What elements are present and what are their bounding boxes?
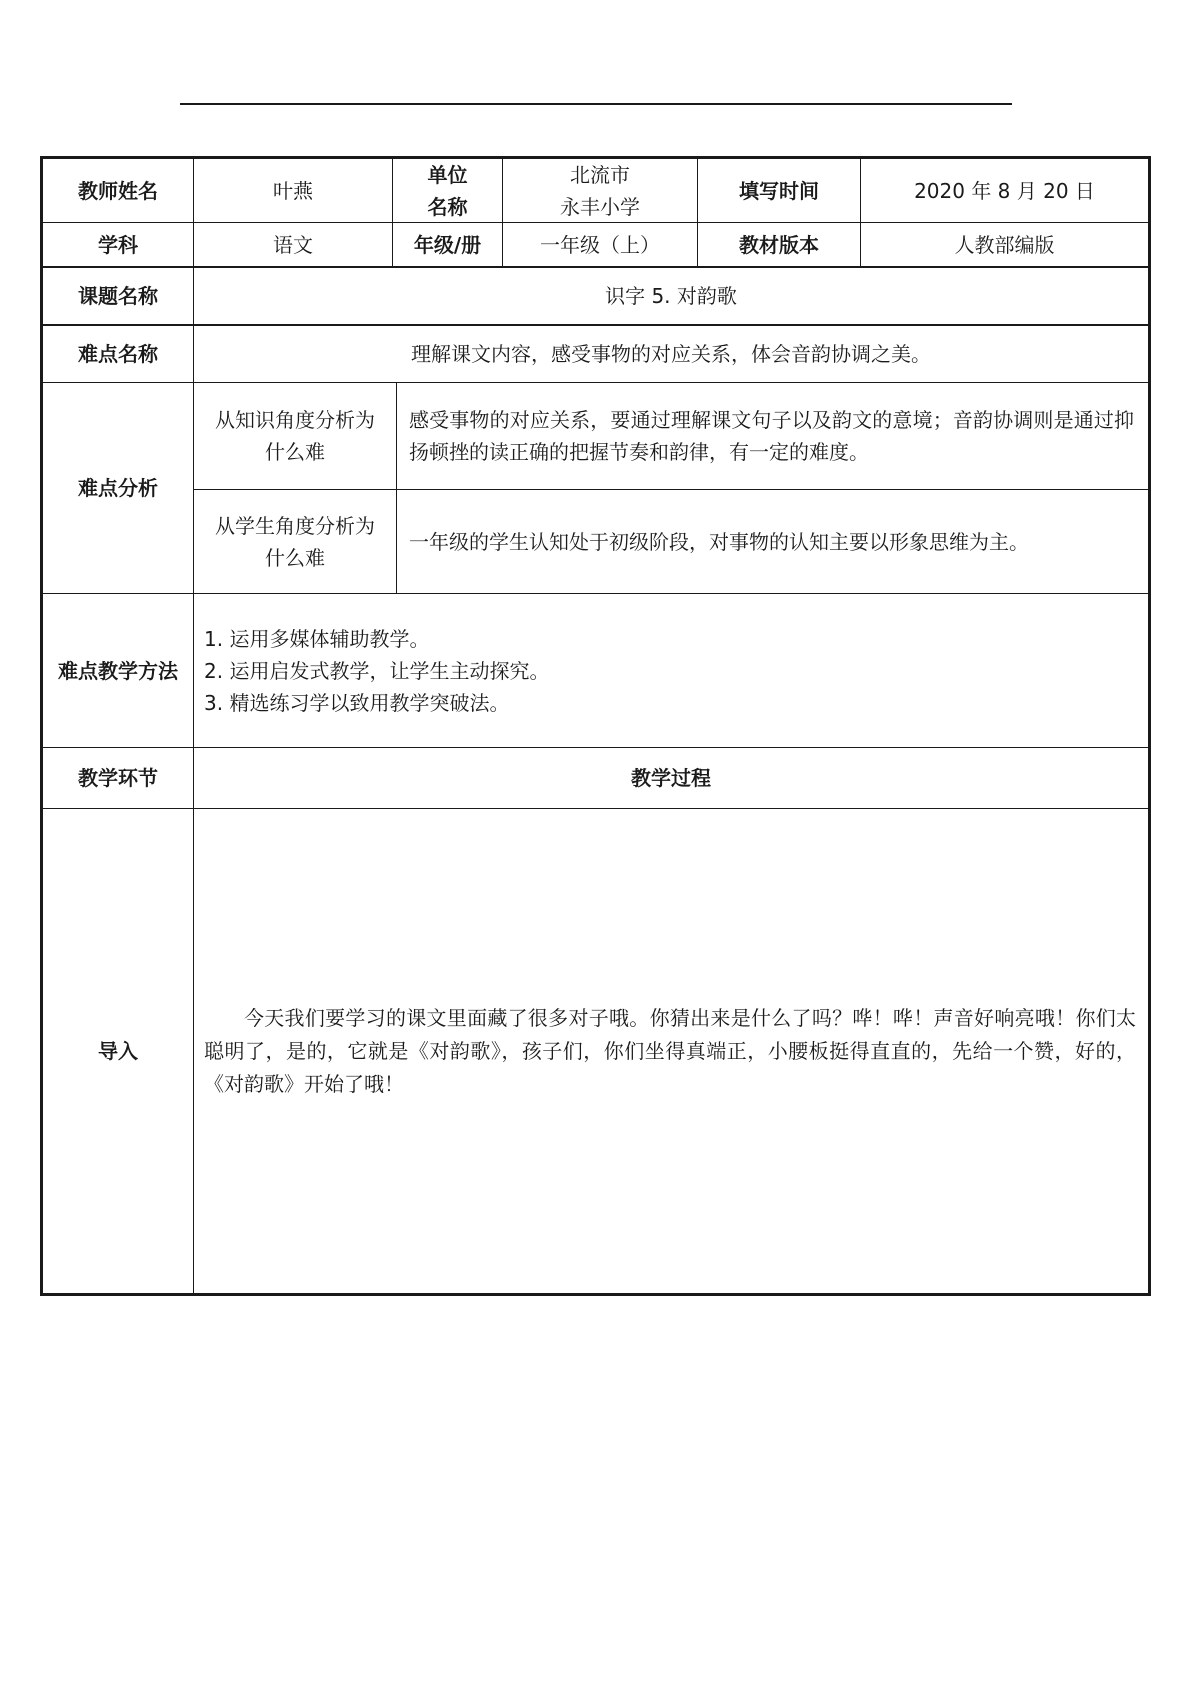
step-text-content: 今天我们要学习的课文里面藏了很多对子哦。你猜出来是什么了吗？哗！哗！声音好响亮哦！你们太聪明了，是的，它就是《对韵歌》，孩子们，你们坐得真端正，小腰板挺得直直的，先给一个赞，好的，《对韵歌》开始了哦！ (204, 1005, 1136, 1096)
subject-value: 语文 (273, 232, 313, 257)
topic-value: 识字 5. 对韵歌 (605, 284, 737, 308)
analysis-label: 难点分析 (78, 476, 158, 500)
top-rule (180, 103, 1012, 105)
process-header: 教学过程 (631, 766, 711, 790)
date-value: 2020 年 8 月 20 日 (914, 178, 1095, 203)
unit-value-line-2: 永丰小学 (560, 194, 640, 219)
knowledge-label (194, 383, 396, 489)
date-label: 填写时间 (739, 178, 819, 203)
unit-label (393, 159, 502, 222)
method-list (194, 594, 1148, 747)
knowledge-label-line-1: 从知识角度分析为 (215, 408, 375, 432)
step-text (194, 809, 1148, 1293)
knowledge-text (397, 383, 1148, 489)
student-label-line-2: 什么难 (265, 545, 325, 570)
knowledge-text-content: 感受事物的对应关系，要通过理解课文句子以及韵文的意境；音韵协调则是通过抑扬顿挫的读正确的把握节奏和韵律，有一定的难度。 (409, 408, 1134, 464)
teacher-value: 叶燕 (273, 178, 313, 203)
method-item-3: 3. 精选练习学以致用教学突破法。 (204, 690, 510, 715)
edition-value: 人教部编版 (954, 232, 1055, 257)
method-item-2: 2. 运用启发式教学，让学生主动探究。 (204, 658, 550, 683)
difficulty-label: 难点名称 (78, 342, 158, 366)
student-label (194, 490, 396, 593)
unit-label-line-1: 单位 (427, 162, 468, 187)
student-text: 一年级的学生认知处于初级阶段，对事物的认知主要以形象思维为主。 (409, 529, 1029, 554)
unit-value (503, 159, 697, 222)
teacher-label: 教师姓名 (78, 178, 158, 203)
topic-label: 课题名称 (78, 284, 158, 308)
method-label: 难点教学方法 (58, 658, 178, 683)
edition-label: 教材版本 (739, 232, 819, 257)
method-item-1: 1. 运用多媒体辅助教学。 (204, 626, 430, 651)
grade-label: 年级/册 (413, 232, 482, 257)
step-name: 导入 (98, 1039, 138, 1063)
grade-value: 一年级（上） (540, 232, 660, 257)
step-header: 教学环节 (78, 766, 158, 790)
knowledge-label-line-2: 什么难 (265, 440, 325, 464)
unit-label-line-2: 名称 (427, 194, 468, 219)
difficulty-value: 理解课文内容，感受事物的对应关系，体会音韵协调之美。 (411, 342, 931, 366)
unit-value-line-1: 北流市 (570, 162, 630, 187)
subject-label: 学科 (98, 232, 138, 257)
student-label-line-1: 从学生角度分析为 (215, 513, 375, 538)
lesson-plan-table (40, 156, 1151, 1296)
